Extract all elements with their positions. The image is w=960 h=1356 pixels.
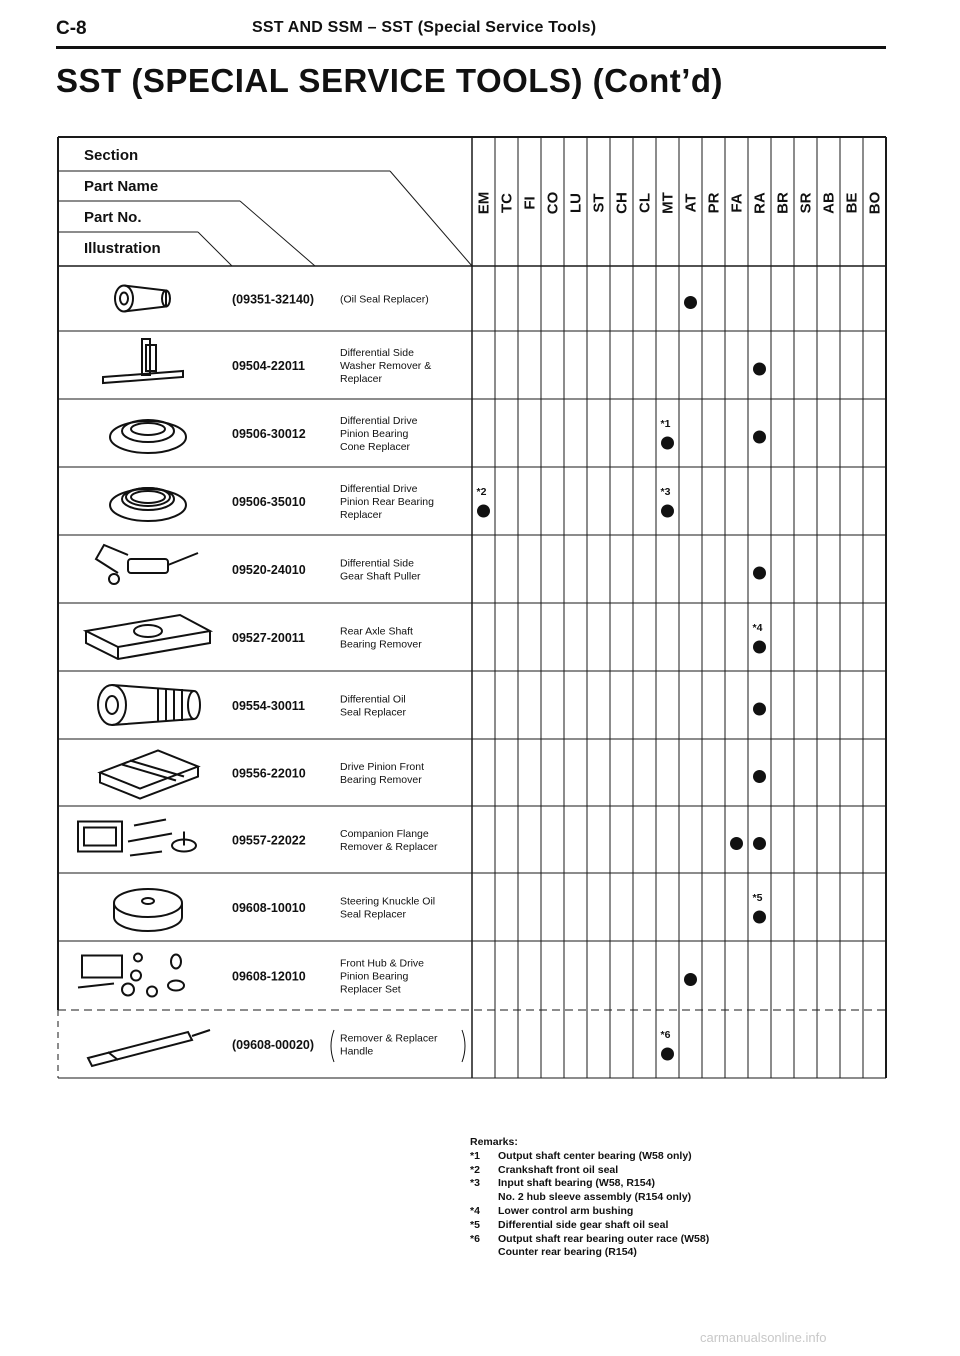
icon-stroke <box>108 1052 118 1060</box>
section-label-br: BR <box>774 192 792 214</box>
side-washer-remover-icon <box>103 339 183 383</box>
note-reference: *1 <box>660 418 671 430</box>
remark-item <box>470 1164 890 1178</box>
icon-stroke <box>96 545 128 573</box>
part-name-line: Replacer <box>340 373 383 385</box>
hub-bearing-replacer-set-icon <box>78 954 184 997</box>
remark-item <box>470 1246 890 1260</box>
icon-stroke <box>84 828 116 846</box>
remark-item <box>470 1177 890 1191</box>
section-label-be: BE <box>843 192 861 214</box>
remark-key: *2 <box>470 1163 480 1176</box>
oil-seal-replacer-icon <box>115 286 170 312</box>
remark-text: Output shaft center bearing (W58 only) <box>498 1149 692 1162</box>
icon-stroke <box>168 981 184 991</box>
part-number: (09351-32140) <box>232 292 315 307</box>
note-reference: *4 <box>752 622 763 634</box>
part-number: 09504-22011 <box>232 359 305 373</box>
companion-flange-tool-icon <box>78 820 196 856</box>
section-label-lu: LU <box>567 193 585 213</box>
section-label-bo: BO <box>866 191 884 215</box>
part-number: 09527-20011 <box>232 631 305 645</box>
applicability-dot-fa <box>730 837 743 850</box>
note-reference: *3 <box>660 486 671 498</box>
remark-text: No. 2 hub sleeve assembly (R154 only) <box>498 1191 692 1204</box>
rear-bearing-replacer-icon <box>110 488 186 521</box>
table-row <box>78 954 697 997</box>
note-reference: *5 <box>752 892 763 904</box>
remark-text: Differential side gear shaft oil seal <box>498 1218 669 1231</box>
part-name-line: Differential Drive <box>340 415 418 427</box>
applicability-dot-ra <box>753 703 766 716</box>
part-name-line: Pinion Rear Bearing <box>340 496 434 508</box>
remark-text: Output shaft rear bearing outer race (W58) <box>498 1232 710 1245</box>
applicability-dot-ra <box>753 363 766 376</box>
table-row <box>86 615 766 659</box>
table-row <box>88 1029 674 1066</box>
part-name-line: Differential Oil <box>340 693 406 706</box>
section-label-sr: SR <box>797 192 815 214</box>
remark-key: *1 <box>470 1149 480 1162</box>
section-label-fa: FA <box>728 193 746 213</box>
icon-stroke <box>82 956 122 978</box>
bracket-left <box>331 1030 334 1062</box>
icon-stroke <box>134 954 142 962</box>
page-title: SST (SPECIAL SERVICE TOOLS) (Cont’d) <box>56 62 724 99</box>
icon-stroke <box>110 421 186 453</box>
remark-key: *6 <box>470 1232 480 1245</box>
icon-stroke <box>168 553 198 565</box>
running-title: SST AND SSM – SST (Special Service Tools) <box>252 19 597 36</box>
part-number: 09506-35010 <box>232 495 306 509</box>
applicability-dot-ra <box>753 431 766 444</box>
part-number: 09556-22010 <box>232 766 306 781</box>
icon-stroke <box>106 696 118 714</box>
table-row <box>100 751 766 799</box>
icon-stroke <box>130 852 162 856</box>
diff-oil-seal-replacer-icon <box>98 685 200 725</box>
icon-stroke <box>122 984 134 996</box>
table-row <box>96 545 766 584</box>
section-label-pr: PR <box>705 192 723 214</box>
replacer-handle-icon <box>88 1030 210 1066</box>
icon-stroke <box>98 685 126 725</box>
header-diagonal-part-name <box>390 171 472 266</box>
applicability-dot-ra <box>753 641 766 654</box>
remark-item <box>470 1191 890 1205</box>
applicability-dot-ra <box>753 911 766 924</box>
axle-bearing-remover-icon <box>86 615 210 659</box>
remark-key: *4 <box>470 1204 480 1217</box>
part-name-line: Companion Flange <box>340 828 429 840</box>
icon-stroke <box>171 955 181 969</box>
header-diagonal-part-no <box>240 201 315 266</box>
part-number: 09608-10010 <box>232 901 306 915</box>
front-bearing-remover-icon <box>100 751 198 799</box>
part-number: 09608-12010 <box>232 969 306 984</box>
applicability-dot-ra <box>753 837 766 850</box>
note-reference: *6 <box>660 1029 671 1041</box>
part-name-line: Replacer <box>340 509 383 521</box>
icon-stroke <box>88 1032 192 1066</box>
bearing-cone-replacer-icon <box>110 420 186 453</box>
table-row <box>78 820 766 856</box>
icon-stroke <box>131 971 141 981</box>
icon-stroke <box>142 898 154 904</box>
part-name-line: (Oil Seal Replacer) <box>340 293 429 306</box>
applicability-dot-at <box>684 296 697 309</box>
part-name-line: Differential Side <box>340 557 414 570</box>
header-section: Section <box>84 147 139 164</box>
section-label-fi: FI <box>521 196 539 210</box>
footer-watermark: carmanualsonline.info <box>700 1330 827 1345</box>
note-reference: *2 <box>476 486 487 498</box>
icon-stroke <box>128 559 168 573</box>
table-row <box>110 415 766 453</box>
part-name-line: Washer Remover & <box>340 360 432 372</box>
part-name-line: Steering Knuckle Oil <box>340 895 436 908</box>
remark-text: Lower control arm bushing <box>498 1204 634 1217</box>
table-row <box>103 339 766 385</box>
remark-key: *5 <box>470 1218 480 1231</box>
remark-item <box>470 1233 890 1247</box>
table-row <box>98 685 766 725</box>
part-name-line: Pinion Bearing <box>340 970 409 983</box>
header-diagonal-illustration <box>198 232 232 266</box>
section-label-em: EM <box>475 191 493 215</box>
icon-stroke <box>147 987 157 997</box>
remark-key: *3 <box>470 1177 480 1190</box>
part-name-line: Differential Side <box>340 347 414 359</box>
part-number: 09520-24010 <box>232 563 306 577</box>
part-name-line: Seal Replacer <box>340 706 406 719</box>
part-number: (09608-00020) <box>232 1038 315 1052</box>
applicability-dot-ra <box>753 567 766 580</box>
icon-stroke <box>192 1030 210 1036</box>
bracket-right <box>462 1030 465 1062</box>
icon-stroke <box>134 625 162 637</box>
part-name-line: Gear Shaft Puller <box>340 570 421 583</box>
table-row <box>114 889 766 931</box>
applicability-dot-mt <box>661 505 674 518</box>
knuckle-seal-replacer-icon <box>114 889 182 931</box>
part-name-line: Replacer Set <box>340 983 401 996</box>
icon-stroke <box>131 491 165 503</box>
icon-stroke <box>131 423 165 435</box>
section-label-mt: MT <box>659 192 677 214</box>
applicability-dot-em <box>477 505 490 518</box>
part-name-line: Front Hub & Drive <box>340 957 425 970</box>
remark-item <box>470 1219 890 1233</box>
section-label-cl: CL <box>636 193 654 213</box>
remark-text: Input shaft bearing (W58, R154) <box>498 1177 655 1190</box>
remark-text: Counter rear bearing (R154) <box>498 1246 637 1259</box>
part-name-line: Seal Replacer <box>340 908 406 921</box>
section-label-at: AT <box>682 193 700 213</box>
part-name-line: Rear Axle Shaft <box>340 625 413 638</box>
part-name-line: Differential Drive <box>340 483 418 495</box>
remark-key <box>470 1191 498 1205</box>
applicability-dot-ra <box>753 770 766 783</box>
remark-text: Crankshaft front oil seal <box>498 1163 619 1176</box>
remark-item <box>470 1150 890 1164</box>
icon-stroke <box>120 293 128 305</box>
part-name-line: Remover & Replacer <box>340 1032 438 1045</box>
part-name-line: Cone Replacer <box>340 441 411 453</box>
header-part-name: Part Name <box>84 178 159 195</box>
section-label-tc: TC <box>498 193 516 213</box>
applicability-dot-mt <box>661 1048 674 1061</box>
section-label-ab: AB <box>820 192 838 214</box>
icon-stroke <box>188 691 200 719</box>
applicability-dot-mt <box>661 437 674 450</box>
part-number: 09554-30011 <box>232 699 305 713</box>
icon-stroke <box>78 984 114 988</box>
header-part-no: Part No. <box>84 209 142 226</box>
shaft-puller-icon <box>96 545 198 584</box>
header-illustration: Illustration <box>84 240 161 257</box>
remark-item <box>470 1205 890 1219</box>
remark-key <box>470 1246 498 1260</box>
part-name-line: Pinion Bearing <box>340 428 409 440</box>
remarks-list <box>470 1150 890 1260</box>
page-number: C-8 <box>56 18 87 39</box>
icon-stroke <box>128 834 172 842</box>
part-name-line: Remover & Replacer <box>340 841 438 853</box>
part-name-line: Drive Pinion Front <box>340 761 425 773</box>
applicability-dot-at <box>684 973 697 986</box>
remarks <box>470 1136 890 1260</box>
icon-stroke <box>86 615 210 647</box>
part-number: 09557-22022 <box>232 833 306 848</box>
part-name-line: Handle <box>340 1045 374 1058</box>
table-row <box>110 483 674 521</box>
part-number: 09506-30012 <box>232 427 306 441</box>
icon-stroke <box>134 820 166 826</box>
part-name-line: Bearing Remover <box>340 774 422 786</box>
remarks-title: Remarks: <box>470 1136 518 1148</box>
section-label-co: CO <box>544 191 562 215</box>
section-label-ra: RA <box>751 192 769 214</box>
section-label-ch: CH <box>613 192 631 214</box>
icon-stroke <box>115 286 133 312</box>
icon-stroke <box>109 574 119 584</box>
part-name-line: Bearing Remover <box>340 638 422 651</box>
section-label-st: ST <box>590 193 608 213</box>
